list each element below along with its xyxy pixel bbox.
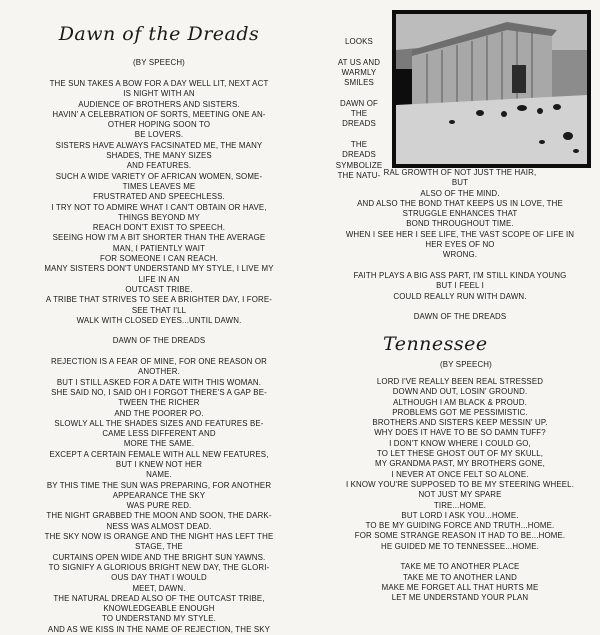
lyric-line: NOT JUST MY SPARE	[418, 490, 502, 500]
lyric-line: CURTAINS OPEN WIDE AND THE BRIGHT SUN YAWNS.	[52, 552, 266, 562]
lyric-line: TO BE MY GUIDING FORCE AND TRUTH...HOME.	[365, 521, 555, 531]
lyric-line: THE NATURAL DREAD ALSO OF THE OUTCAST TRIBE,	[53, 593, 265, 603]
lyric-line: HER EYES OF NO	[425, 240, 495, 250]
lyric-line: I NEVER AT ONCE FELT SO ALONE.	[391, 469, 529, 479]
lyric-line: MAN, I PATIENTLY WAIT	[112, 243, 206, 253]
lyric-line: SEEING HOW I'M A BIT SHORTER THAN THE AVERAGE	[52, 233, 266, 243]
lyric-line: BOND THROUGHOUT TIME.	[406, 219, 514, 229]
lyric-line	[332, 130, 386, 140]
lyric-line: WARMLY	[341, 67, 377, 77]
lyric-line: APPEARANCE THE SKY	[112, 490, 206, 500]
lyric-line: AND AS WE KISS IN THE NAME OF REJECTION, THE SKY	[47, 624, 271, 634]
lyric-line: MY GRANDMA PAST, MY BROTHERS GONE,	[375, 459, 545, 469]
lyric-line: DAWN OF	[339, 98, 378, 108]
song-title-tennessee: Tennessee	[383, 333, 488, 355]
lyric-line	[20, 326, 298, 336]
lyric-line	[325, 302, 595, 312]
lyric-line: TIMES LEAVES ME	[122, 181, 196, 191]
lyric-line: MANY SISTERS DON'T UNDERSTAND MY STYLE, I LIVE MY	[44, 264, 274, 274]
lyric-line: EXCEPT A CERTAIN FEMALE WITH ALL NEW FEATURES,	[49, 449, 269, 459]
lyrics-block-sidebar	[332, 37, 386, 181]
lyric-line: THE	[350, 139, 368, 149]
lyric-line: FOR SOMEONE I CAN REACH.	[99, 254, 219, 264]
lyric-line: STRUGGLE ENHANCES THAT	[402, 209, 518, 219]
lyric-line: SEE THAT I'LL	[131, 305, 187, 315]
lyric-line: OUTCAST TRIBE.	[125, 284, 193, 294]
song-title-dawn-of-the-dreads: Dawn of the Dreads	[58, 23, 260, 45]
lyric-line: SUCH A WIDE VARIETY OF AFRICAN WOMEN, SOME-	[55, 171, 263, 181]
lyric-line: SISTERS HAVE ALWAYS FACSINATED ME, THE MANY	[55, 140, 263, 150]
lyric-line: BUT	[451, 178, 469, 188]
lyric-line: I KNOW YOU'RE SUPPOSED TO BE MY STEERING WHEEL.	[345, 479, 575, 489]
lyric-line: THE NIGHT GRABBED THE MOON AND SOON, THE DARK-	[46, 511, 272, 521]
lyric-line: WHY DOES IT HAVE TO BE SO DAMN TUFF?	[374, 428, 546, 438]
lyric-line: FRUSTRATED AND SPEECHLESS.	[93, 192, 225, 202]
lyric-line: DAWN OF THE DREADS	[112, 336, 206, 346]
lyric-line: TAKE ME TO ANOTHER PLACE	[400, 562, 520, 572]
lyric-line: ALTHOUGH I AM BLACK & PROUD.	[393, 397, 527, 407]
lyric-line: FOR SOME STRANGE REASON IT HAD TO BE...HOME.	[354, 531, 566, 541]
lyric-line: HE GUIDED ME TO TENNESSEE...HOME.	[381, 541, 539, 551]
lyric-line	[325, 261, 595, 271]
lyric-line: AUDIENCE OF BROTHERS AND SISTERS.	[78, 99, 240, 109]
lyric-line: AND THE POORER PO.	[114, 408, 204, 418]
lyric-line: TWEEN THE RICHER	[118, 398, 200, 408]
lyric-line: TIRE...HOME.	[433, 500, 487, 510]
lyric-line: HAVIN' A CELEBRATION OF SORTS, MEETING ONE AN-	[52, 109, 266, 119]
lyric-line: WRONG.	[442, 250, 478, 260]
lyric-line: DOWN AND OUT, LOSIN' GROUND.	[392, 387, 528, 397]
lyric-line: BY THIS TIME THE SUN WAS PREPARING, FOR ANOTHER	[46, 480, 272, 490]
lyric-line: TO UNDERSTAND MY STYLE.	[102, 614, 216, 624]
lyric-line: WHEN I SEE HER I SEE LIFE, THE VAST SCOPE OF LIFE IN	[345, 229, 575, 239]
lyric-line: SMILES	[344, 78, 374, 88]
lyric-line: IS NIGHT WITH AN	[123, 89, 195, 99]
lyric-line: A TRIBE THAT STRIVES TO SEE A BRIGHTER DAY, I FORE-	[45, 295, 273, 305]
lyric-line: LOOKS	[345, 37, 373, 46]
lyric-line: I DON'T KNOW WHERE I COULD GO,	[389, 438, 531, 448]
lyric-line: BUT I FEEL I	[436, 281, 484, 291]
lyric-line: SHE SAID NO, I SAID OH I FORGOT THERE'S A GAP BE-	[51, 387, 267, 397]
lyric-line: DREADS	[342, 119, 376, 129]
lyric-line: LORD I'VE REALLY BEEN REAL STRESSED	[376, 377, 544, 386]
lyric-line: ANOTHER.	[138, 367, 180, 377]
lyric-line: SLOWLY ALL THE SHADES SIZES AND FEATURES BE-	[54, 418, 264, 428]
lyric-line: REACH DON'T EXIST TO SPEECH.	[92, 223, 226, 233]
lyric-line: TO LET THESE GHOST OUT OF MY SKULL,	[376, 449, 544, 459]
lyric-line: LIFE IN AN	[138, 274, 180, 284]
lyric-line	[20, 347, 298, 357]
lyric-line: STAGE, THE	[135, 542, 183, 552]
lyric-line: NAME.	[146, 470, 172, 480]
lyrics-block-tennessee	[325, 377, 595, 604]
lyric-line: OUS DAY THAT I WOULD	[111, 573, 207, 583]
lyric-line: THE NATU-	[337, 170, 381, 180]
lyric-line: COULD REALLY RUN WITH DAWN.	[393, 291, 527, 301]
lyric-line: MORE THE SAME.	[123, 439, 195, 449]
lyric-line: DAWN OF THE DREADS	[413, 312, 507, 322]
lyric-line: MAKE ME FORGET ALL THAT HURTS ME	[381, 582, 539, 592]
lyric-line: SYMBOLIZE	[335, 160, 383, 170]
lyric-line: NESS WAS ALMOST DEAD.	[106, 521, 212, 531]
lyrics-block-right	[325, 168, 595, 322]
lyric-line: THINGS BEYOND MY	[118, 212, 200, 222]
lyrics-block-left	[20, 79, 298, 635]
lyric-line: AND ALSO THE BOND THAT KEEPS US IN LOVE, THE	[357, 198, 563, 208]
lyric-line: BE LOVERS.	[134, 130, 184, 140]
lyric-line: PROBLEMS GOT ME PESSIMISTIC.	[392, 407, 528, 417]
lyric-line: SHADES, THE MANY SIZES	[106, 151, 212, 161]
lyric-line	[332, 47, 386, 57]
lyric-line: CAME LESS DIFFERENT AND	[102, 429, 216, 439]
lyric-line: WALK WITH CLOSED EYES...UNTIL DAWN.	[76, 315, 242, 325]
lyric-line: TAKE ME TO ANOTHER LAND	[403, 572, 517, 582]
lyric-line: BROTHERS AND SISTERS KEEP MESSIN' UP.	[372, 418, 548, 428]
lyric-line: ALSO OF THE MIND.	[420, 188, 500, 198]
lyric-line: THE	[350, 109, 368, 119]
lyric-line: FAITH PLAYS A BIG ASS PART, I'M STILL KINDA YOUNG	[353, 270, 567, 280]
lyric-line: LET ME UNDERSTAND YOUR PLAN	[391, 593, 529, 603]
lyric-line: I TRY NOT TO ADMIRE WHAT I CAN'T OBTAIN OR HAVE,	[51, 202, 267, 212]
lyric-line: TO SIGNIFY A GLORIOUS BRIGHT NEW DAY, THE GLORI-	[48, 562, 270, 572]
lyric-line: THE SUN TAKES A BOW FOR A DAY WELL LIT, NEXT ACT	[49, 79, 269, 88]
lyric-line: KNOWLEDGEABLE ENOUGH	[103, 604, 215, 614]
lyric-line: AT US AND	[337, 57, 381, 67]
byline: (BY SPEECH)	[440, 360, 492, 369]
lyric-line	[325, 552, 595, 562]
lyric-line: THE SKY NOW IS ORANGE AND THE NIGHT HAS LEFT THE	[44, 532, 274, 542]
lyric-line: BUT LORD I ASK YOU...HOME.	[401, 510, 519, 520]
lyric-line: AND FEATURES.	[126, 161, 192, 171]
lyric-line: REJECTION IS A FEAR OF MINE, FOR ONE REASON OR	[50, 357, 268, 367]
lyric-line: MEET, DAWN.	[132, 583, 186, 593]
lyric-line: RAL GROWTH OF NOT JUST THE HAIR,	[383, 168, 537, 177]
lyric-line: WAS PURE RED.	[126, 501, 192, 511]
byline: (BY SPEECH)	[133, 58, 185, 67]
barn-photo	[392, 10, 591, 168]
lyric-line: OTHER HOPING SOON TO	[107, 120, 211, 130]
lyric-line	[332, 88, 386, 98]
lyric-line: DREADS	[342, 150, 376, 160]
lyric-line: BUT I KNEW NOT HER	[115, 459, 203, 469]
lyric-line: BUT I STILL ASKED FOR A DATE WITH THIS WOMAN.	[56, 377, 262, 387]
